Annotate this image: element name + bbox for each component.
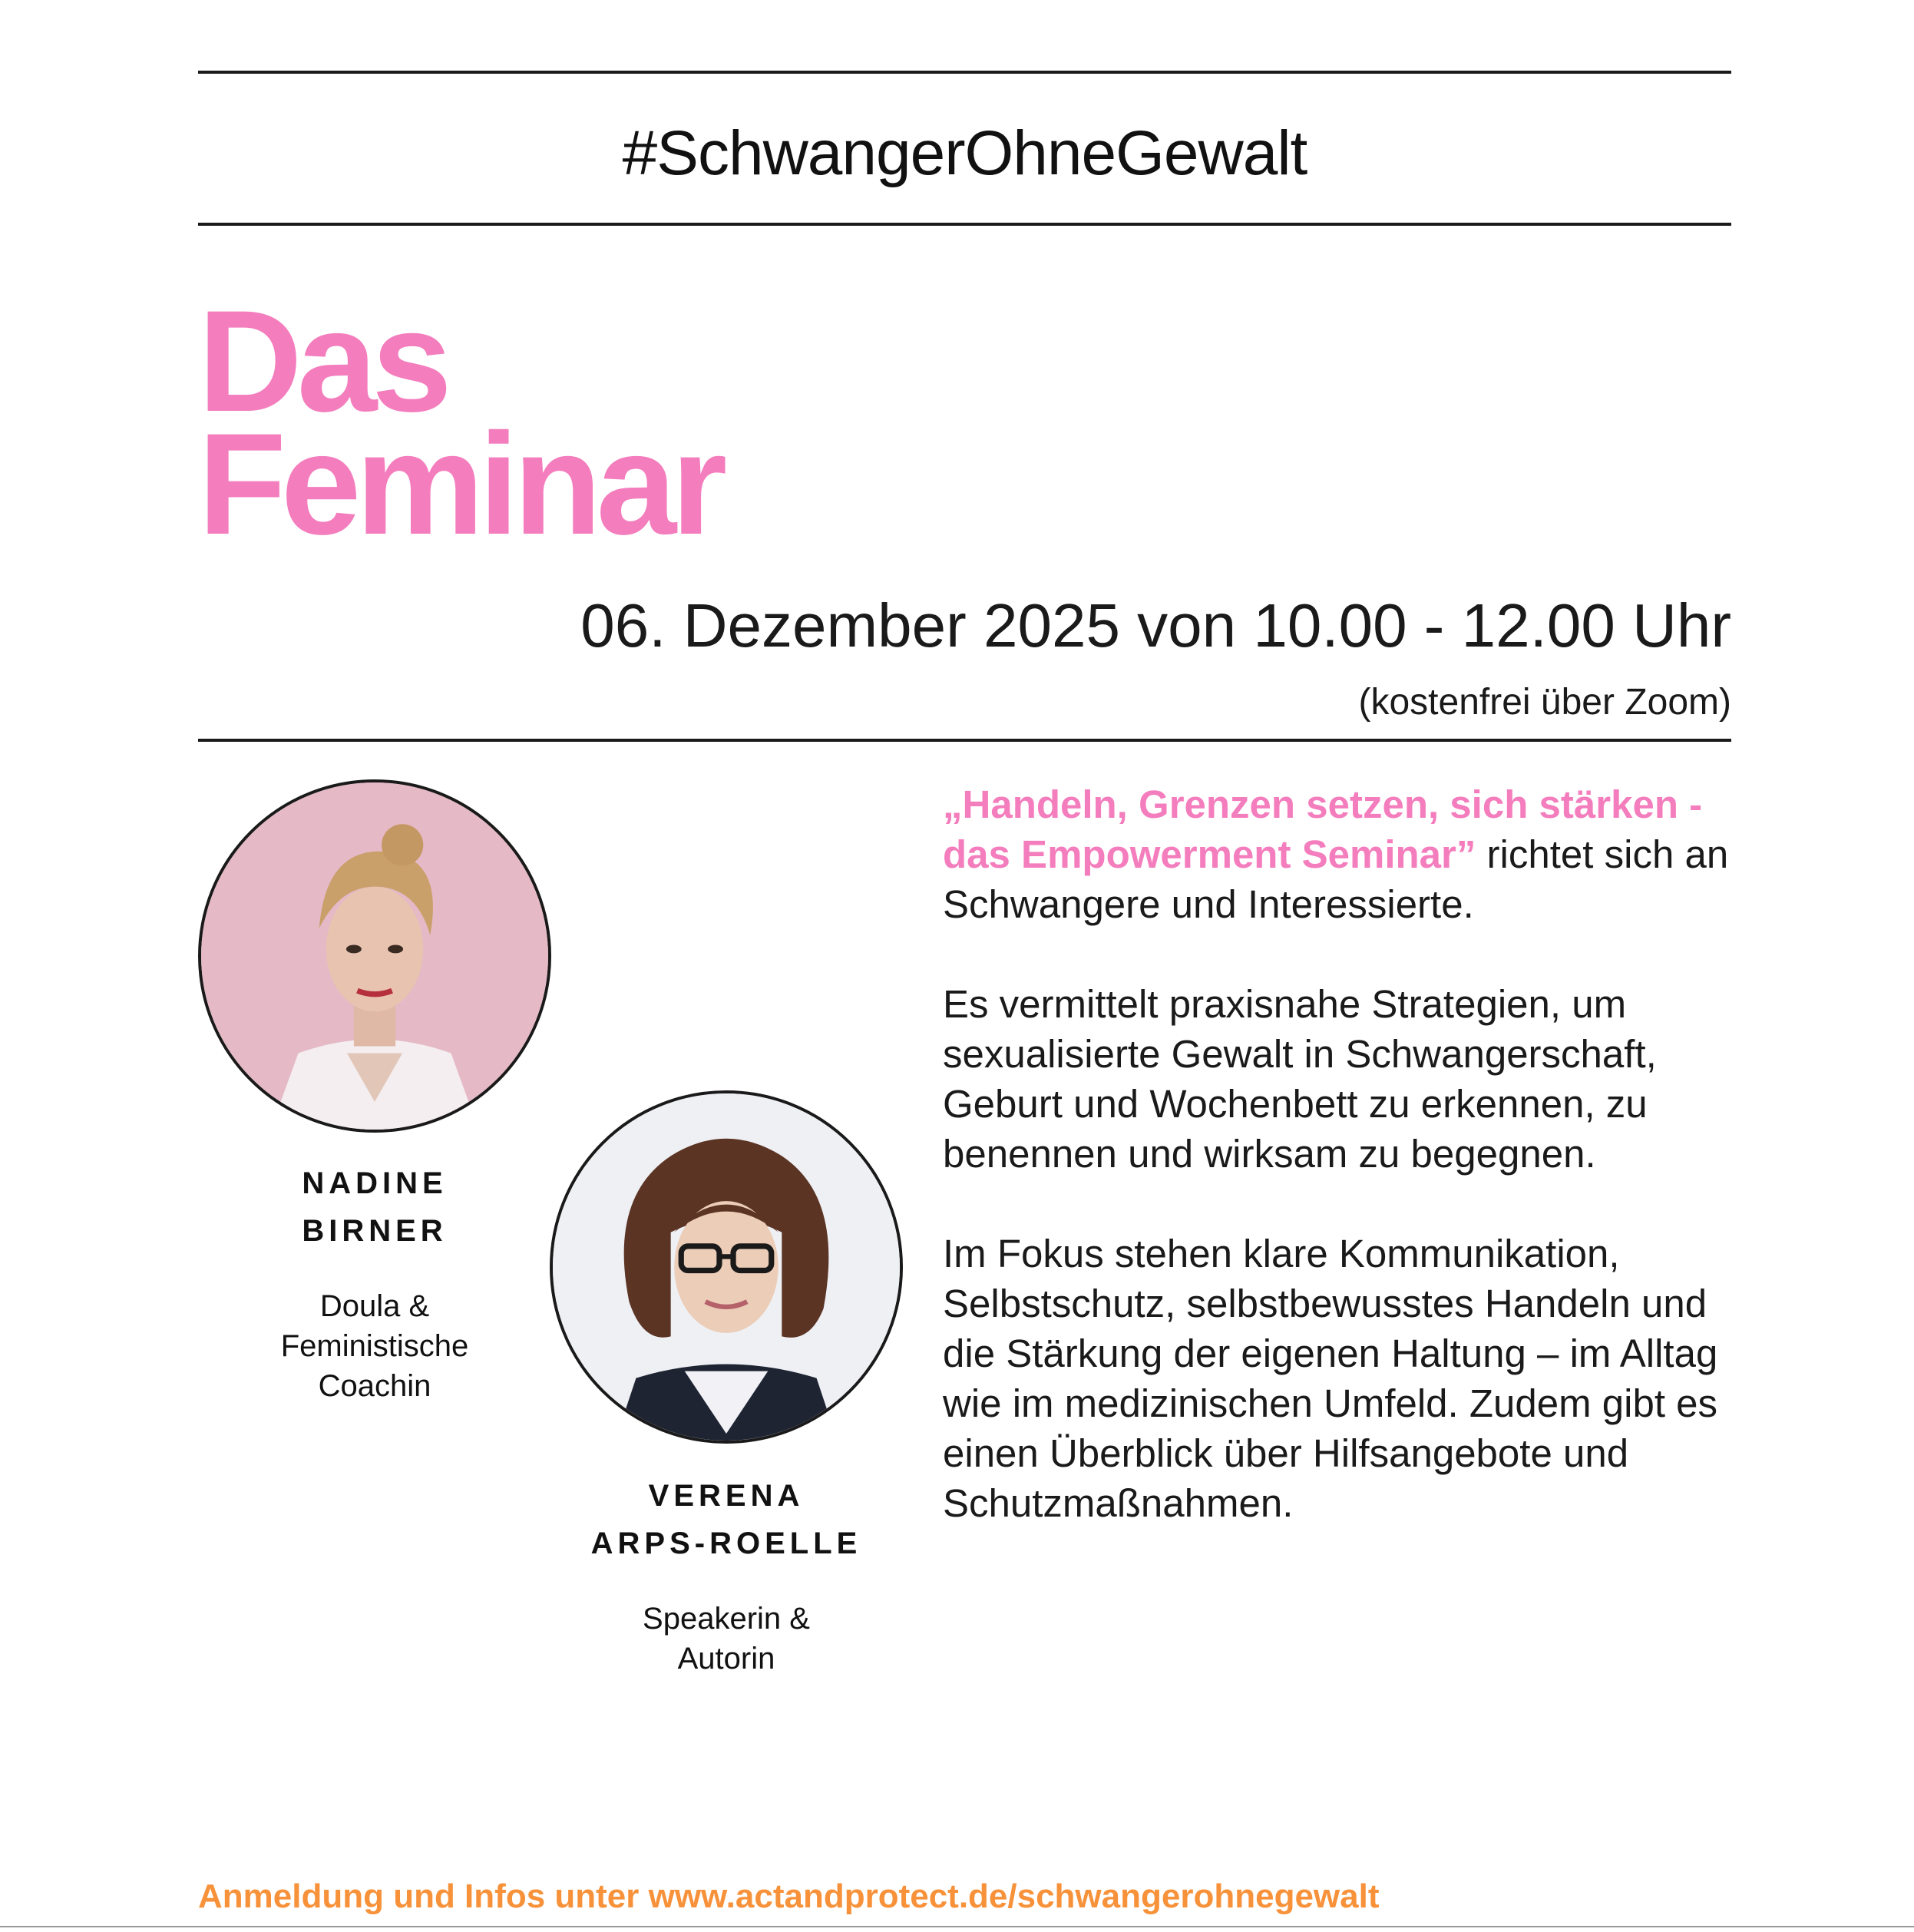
event-note: (kostenfrei über Zoom) — [1358, 682, 1731, 723]
speaker-photo-verena — [550, 1090, 903, 1444]
date-rule — [198, 739, 1731, 742]
speaker-role-line: Speakerin & — [643, 1602, 810, 1636]
speaker-name-line-2: ARPS-ROELLE — [590, 1527, 862, 1560]
speaker-name-line-2: BIRNER — [302, 1214, 448, 1248]
speaker-role-line: Feministische — [280, 1329, 469, 1363]
speaker-name-line-1: NADINE — [302, 1166, 448, 1200]
registration-link[interactable]: Anmeldung und Infos unter www.actandprotect.de/schwangerohnegewalt — [198, 1877, 1380, 1915]
title-line-1: Das — [198, 280, 447, 442]
hashtag-heading: #SchwangerOhneGewalt — [622, 118, 1307, 188]
description-paragraph-2: Es vermittelt praxisnahe Strategien, um sexualisierte Gewalt in Schwangerschaft, Geburt und Wochenbett zu erkennen, zu benennen und wirksam zu begegnen. — [943, 982, 1657, 1176]
seminar-quote: „Handeln, Grenzen setzen, sich stärken - das Empowerment Seminar” — [943, 782, 1703, 876]
header-rule — [198, 223, 1731, 226]
speaker-photo-nadine — [198, 779, 551, 1133]
speaker-role-line: Coachin — [318, 1369, 431, 1403]
top-rule — [198, 71, 1731, 74]
speaker-role-line: Doula & — [319, 1289, 430, 1323]
title-line-2: Feminar — [198, 403, 722, 564]
speaker-role-line: Autorin — [677, 1642, 775, 1676]
speaker-name-line-1: VERENA — [648, 1479, 805, 1513]
event-date-time: 06. Dezember 2025 von 10.00 - 12.00 Uhr — [580, 591, 1731, 660]
seminar-quote-rest: richtet sich an Schwangere und Interessierte. — [943, 832, 1729, 926]
speaker-role-nadine — [198, 1286, 551, 1406]
description — [943, 779, 1757, 1578]
bottom-rule — [0, 1926, 1914, 1927]
speaker-name-verena — [550, 1472, 903, 1567]
description-intro — [943, 779, 1757, 929]
speaker-name-nadine — [198, 1160, 551, 1255]
description-paragraph-3: Im Fokus stehen klare Kommunikation, Selbstschutz, selbstbewusstes Handeln und die Stärkung der eigenen Haltung – im Alltag wie im medizinischen Umfeld. Zudem gibt es einen Überblick über Hilfsangebote und Schutzmaßnahmen. — [943, 1232, 1718, 1525]
speaker-role-verena — [550, 1599, 903, 1679]
